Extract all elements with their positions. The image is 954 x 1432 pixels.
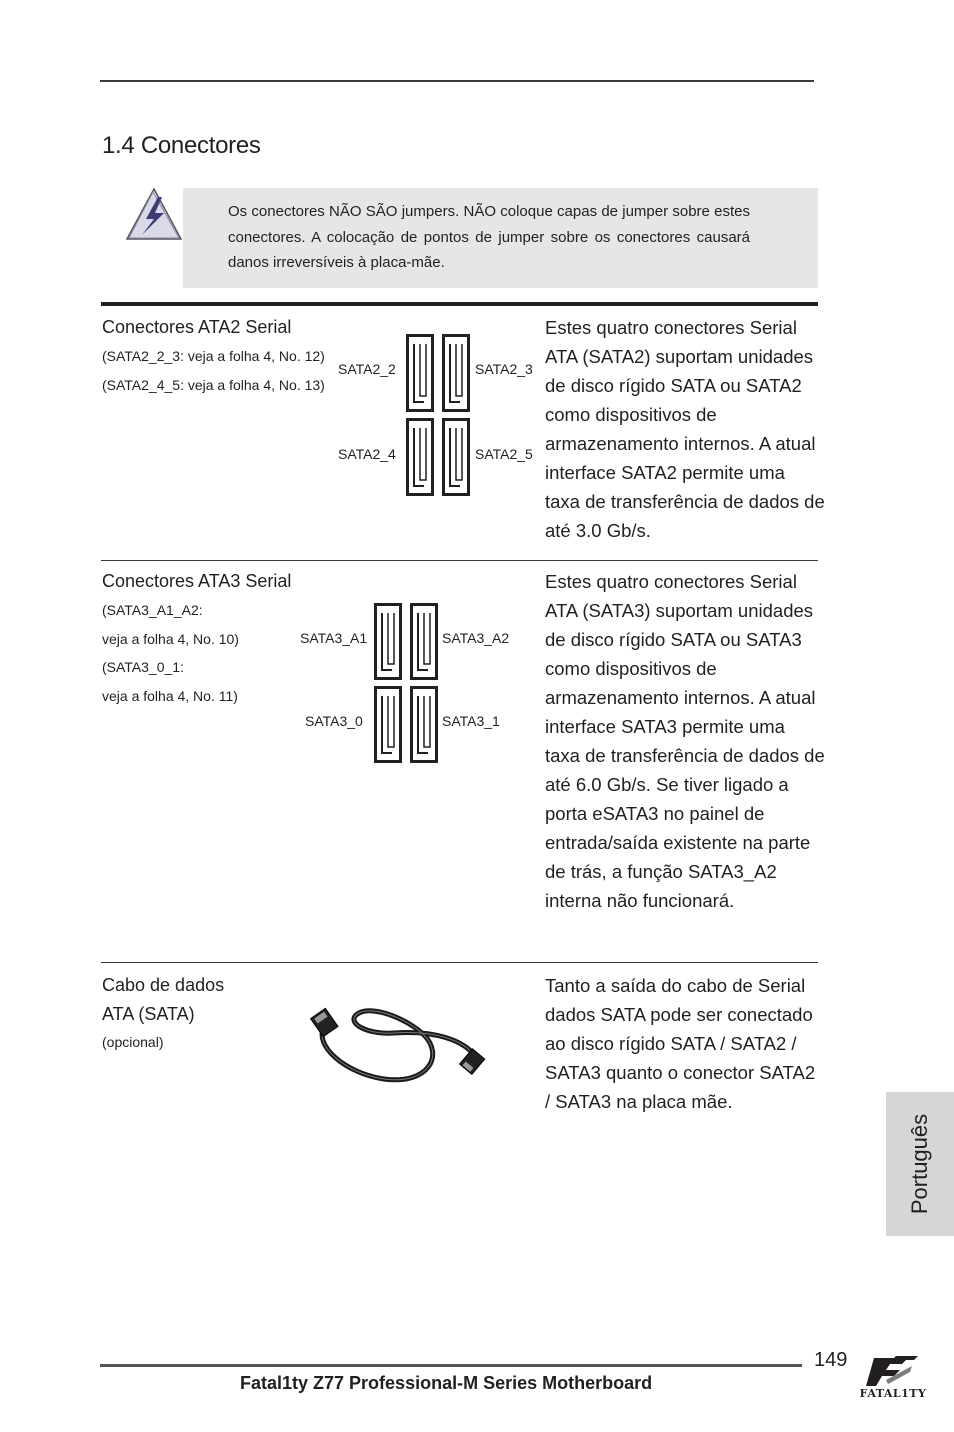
language-label: Português <box>907 1113 932 1215</box>
sata2-note-2: (SATA2_4_5: veja a folha 4, No. 13) <box>102 377 325 393</box>
fatal1ty-logo-text: FATAL1TY <box>859 1387 927 1400</box>
page-number: 149 <box>814 1349 848 1371</box>
sata2-label-tl: SATA2_2 <box>338 361 396 377</box>
fatal1ty-logo <box>856 1354 930 1406</box>
language-side-tab <box>886 1092 954 1236</box>
sata3-label-bl: SATA3_0 <box>305 713 363 729</box>
sata2-connector-diagram <box>406 334 470 496</box>
sata3-note-3: (SATA3_0_1: <box>102 659 184 675</box>
footer-rule <box>100 1364 802 1367</box>
sata-cable-image <box>304 995 494 1095</box>
sata3-connector-diagram <box>374 603 438 763</box>
sata3-label-tl: SATA3_A1 <box>300 630 368 646</box>
sata3-title: Conectores ATA3 Serial <box>102 571 292 591</box>
sata2-description: Estes quatro conectores Serial ATA (SATA2) suportam unidades de disco rígido SATA ou SATA2 como dispositivos de armazenamento internos. A atual interface SATA2 permite uma taxa de transferência de dados de até 3.0 Gb/s. <box>545 317 825 541</box>
cable-title-line-1: Cabo de dados <box>102 975 225 995</box>
cable-title-line-2: ATA (SATA) <box>102 1004 195 1024</box>
sata3-note-2: veja a folha 4, No. 10) <box>102 631 239 647</box>
sata3-note-1: (SATA3_A1_A2: <box>102 602 203 618</box>
section-title: 1.4 Conectores <box>102 132 261 159</box>
warning-lightning-icon <box>124 185 184 243</box>
cable-description: Tanto a saída do cabo de Serial dados SATA pode ser conectado ao disco rígido SATA / SATA2 / SATA3 quanto o conector SATA2 / SATA3 na placa mãe. <box>545 975 816 1112</box>
sata2-title: Conectores ATA2 Serial <box>102 317 292 337</box>
cable-note: (opcional) <box>102 1034 164 1050</box>
sata3-label-br: SATA3_1 <box>442 713 500 729</box>
sata2-label-bl: SATA2_4 <box>338 446 396 462</box>
footer-product-title: Fatal1ty Z77 Professional-M Series Motherboard <box>240 1373 653 1393</box>
sata2-label-tr: SATA2_3 <box>475 361 533 377</box>
section-rule-heavy <box>101 302 818 306</box>
sata3-description: Estes quatro conectores Serial ATA (SATA3) suportam unidades de disco rígido SATA ou SATA3 como dispositivos de armazenamento internos. A atual interface SATA3 permite uma taxa de transferência de dados de até 6.0 Gb/s. Se tiver ligado a porta eSATA3 no painel de entrada/saída existente na parte de trás, a função SATA3_A2 interna não funcionará. <box>545 571 825 911</box>
top-rule <box>100 80 814 82</box>
section-rule <box>101 962 818 963</box>
sata2-label-br: SATA2_5 <box>475 446 533 462</box>
section-rule <box>101 560 818 561</box>
sata3-label-tr: SATA3_A2 <box>442 630 510 646</box>
warning-text: Os conectores NÃO SÃO jumpers. NÃO coloque capas de jumper sobre estes conectores. A colocação de pontos de jumper sobre os conectores causará danos irreversíveis à placa-mãe. <box>228 203 750 271</box>
sata2-note-1: (SATA2_2_3: veja a folha 4, No. 12) <box>102 348 325 364</box>
sata3-note-4: veja a folha 4, No. 11) <box>102 688 238 704</box>
